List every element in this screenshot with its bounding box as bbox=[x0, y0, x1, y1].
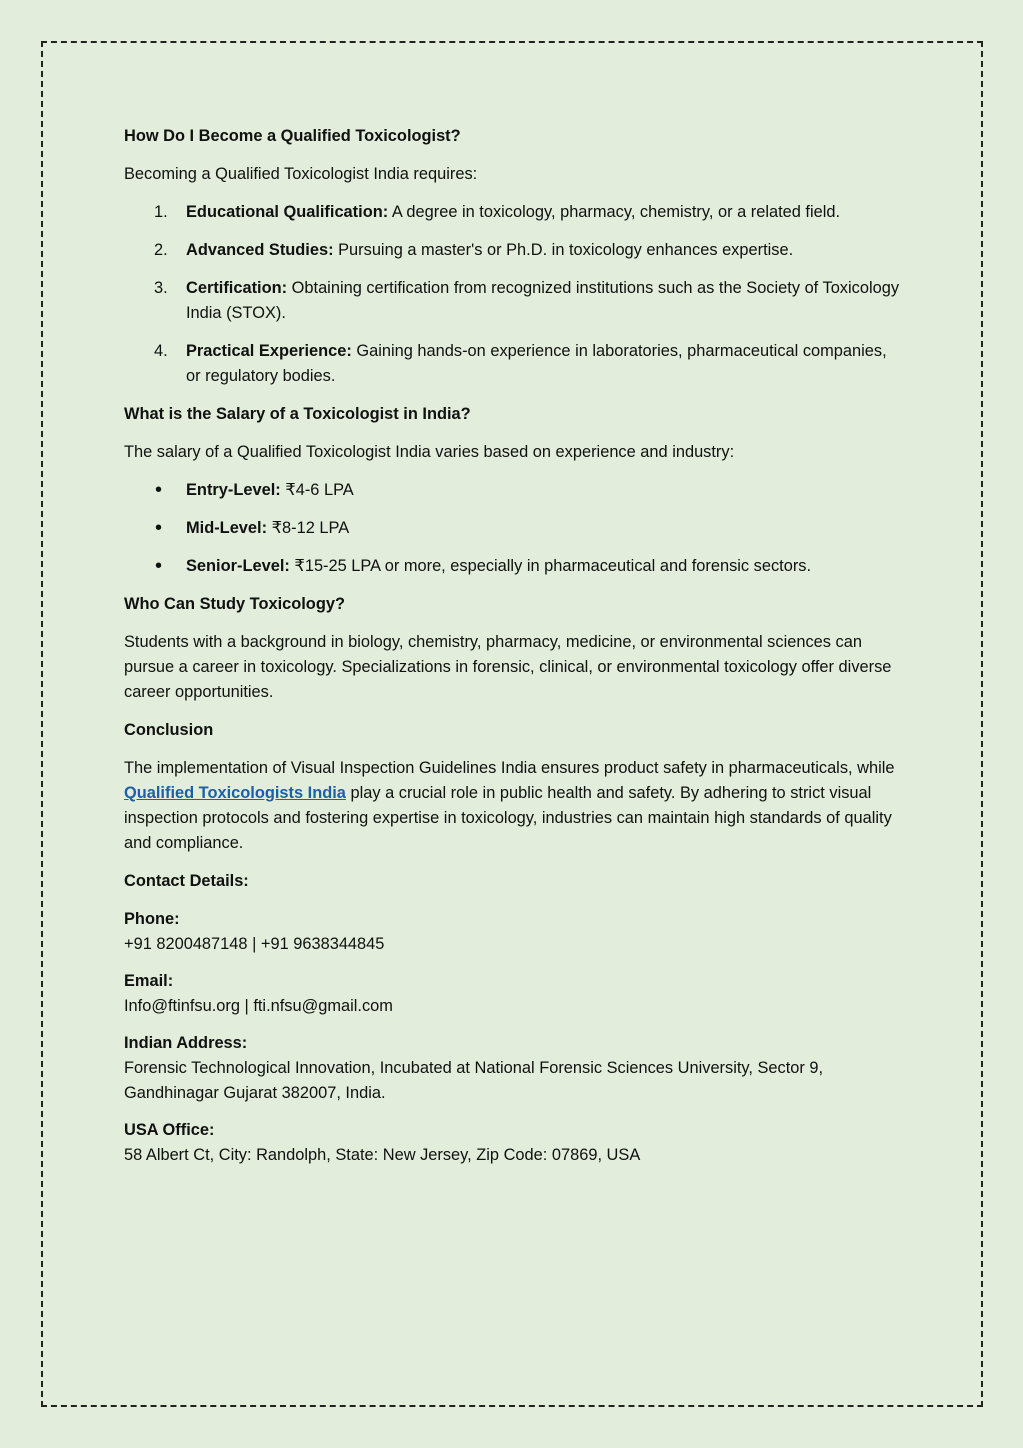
list-item bbox=[124, 276, 904, 326]
indian-address-value: Forensic Technological Innovation, Incubated at National Forensic Sciences University, Sector 9, Gandhinagar Gujarat 382007, India. bbox=[124, 1059, 824, 1102]
list-item-term: Educational Qualification: bbox=[186, 203, 389, 221]
list-item-term: Senior-Level: bbox=[186, 557, 290, 575]
contact-usa-office-block bbox=[124, 1118, 904, 1168]
indian-address-label: Indian Address: bbox=[124, 1034, 248, 1052]
salary-list bbox=[124, 478, 904, 579]
section-intro-salary: The salary of a Qualified Toxicologist India varies based on experience and industry: bbox=[124, 443, 735, 461]
usa-office-value: 58 Albert Ct, City: Randolph, State: New Jersey, Zip Code: 07869, USA bbox=[124, 1146, 641, 1164]
list-item bbox=[124, 478, 904, 503]
usa-office-label: USA Office: bbox=[124, 1121, 215, 1139]
list-item-term: Practical Experience: bbox=[186, 342, 352, 360]
section-heading-who-can-study: Who Can Study Toxicology? bbox=[124, 595, 345, 613]
list-item-text: Pursuing a master's or Ph.D. in toxicology enhances expertise. bbox=[333, 241, 794, 259]
list-item-term: Mid-Level: bbox=[186, 519, 268, 537]
list-number: 4. bbox=[154, 342, 168, 360]
document-content bbox=[124, 124, 904, 1180]
list-item-text: Gaining hands-on experience in laboratories, pharmaceutical companies, or regulatory bodies. bbox=[186, 342, 887, 385]
list-item bbox=[124, 200, 904, 225]
conclusion-text-before-link: The implementation of Visual Inspection Guidelines India ensures product safety in pharmaceuticals, while bbox=[124, 759, 895, 777]
list-item bbox=[124, 339, 904, 389]
list-number: 1. bbox=[154, 203, 168, 221]
section-heading-salary: What is the Salary of a Toxicologist in India? bbox=[124, 405, 471, 423]
requirements-list bbox=[124, 200, 904, 389]
list-number: 2. bbox=[154, 241, 168, 259]
list-item-text: Obtaining certification from recognized institutions such as the Society of Toxicology India (STOX). bbox=[186, 279, 900, 322]
email-label: Email: bbox=[124, 972, 174, 990]
bullet-icon: • bbox=[155, 555, 163, 577]
list-item-text: ₹8-12 LPA bbox=[267, 519, 350, 537]
list-item-term: Entry-Level: bbox=[186, 481, 281, 499]
conclusion-paragraph bbox=[124, 756, 904, 856]
bullet-icon: • bbox=[155, 517, 163, 539]
list-item bbox=[124, 554, 904, 579]
list-item-term: Certification: bbox=[186, 279, 288, 297]
phone-label: Phone: bbox=[124, 910, 180, 928]
list-number: 3. bbox=[154, 279, 168, 297]
contact-email-block bbox=[124, 969, 904, 1019]
phone-value: +91 8200487148 | +91 9638344845 bbox=[124, 935, 385, 953]
list-item bbox=[124, 516, 904, 541]
list-item bbox=[124, 238, 904, 263]
contact-heading: Contact Details: bbox=[124, 872, 249, 890]
list-item-text: ₹15-25 LPA or more, especially in pharmaceutical and forensic sectors. bbox=[289, 557, 812, 575]
list-item-term: Advanced Studies: bbox=[186, 241, 334, 259]
section-body-who-can-study: Students with a background in biology, chemistry, pharmacy, medicine, or environmental sciences can pursue a career in toxicology. Specializations in forensic, clinical, or environmental toxicology offer diverse career opportunities. bbox=[124, 633, 892, 701]
section-intro-become-toxicologist: Becoming a Qualified Toxicologist India requires: bbox=[124, 165, 478, 183]
section-heading-become-toxicologist: How Do I Become a Qualified Toxicologist? bbox=[124, 127, 461, 145]
list-item-text: A degree in toxicology, pharmacy, chemistry, or a related field. bbox=[388, 203, 841, 221]
bullet-icon: • bbox=[155, 479, 163, 501]
contact-indian-address-block bbox=[124, 1031, 904, 1106]
qualified-toxicologists-link[interactable]: Qualified Toxicologists India bbox=[124, 784, 346, 802]
email-value: Info@ftinfsu.org | fti.nfsu@gmail.com bbox=[124, 997, 393, 1015]
list-item-text: ₹4-6 LPA bbox=[280, 481, 354, 499]
section-heading-conclusion: Conclusion bbox=[124, 721, 214, 739]
contact-phone-block bbox=[124, 907, 904, 957]
conclusion-text-after-link: play a crucial role in public health and safety. By adhering to strict visual inspection protocols and fostering expertise in toxicology, industries can maintain high standards of quality and compliance. bbox=[124, 784, 892, 852]
